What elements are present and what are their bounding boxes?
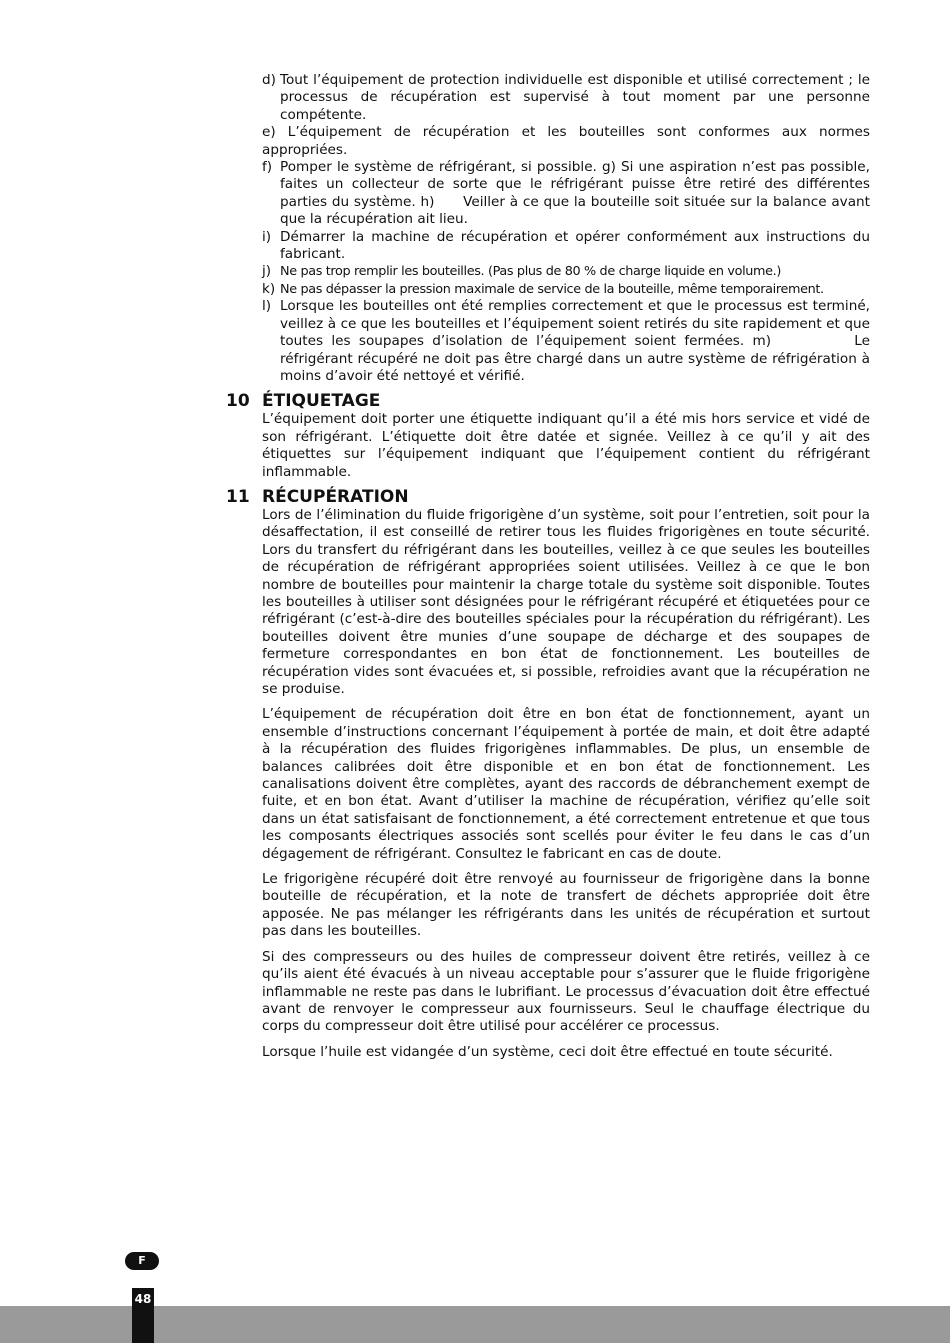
- list-item-text: L’équipement de récupération et les bouteilles sont conformes aux normes appropriées.: [262, 124, 870, 158]
- list-item-label: d): [262, 72, 276, 88]
- list-item-text: Ne pas trop remplir les bouteilles. (Pas plus de 80 % de charge liquide en volume.): [280, 264, 782, 280]
- list-item: [262, 159, 875, 229]
- list-item-label: k): [262, 280, 276, 297]
- section-paragraph: Si des compresseurs ou des huiles de compresseur doivent être retirés, veillez à ce qu’ils aient été évacués à un niveau acceptable pour s’assurer que le fluide frigorigène inflammable ne reste pas dans le lubrifiant. Le processus d’évacuation doit être effectué avant de renvoyer le compresseur aux fournisseurs. Seul le chauffage électrique du corps du compresseur doit être utilisé pour accélérer ce processus.: [262, 948, 870, 1035]
- list-item: [262, 263, 870, 280]
- list-item-label: i): [262, 228, 272, 245]
- list-item: [262, 124, 870, 159]
- section-heading: [226, 487, 870, 507]
- list-item-label: e): [262, 124, 276, 141]
- section-paragraph: Lorsque l’huile est vidangée d’un système, ceci doit être effectué en toute sécurité.: [262, 1043, 833, 1060]
- section-number: 10: [226, 391, 250, 412]
- list-item-text: Démarrer la machine de récupération et opérer conformément aux instructions du fabricant.: [280, 228, 870, 263]
- page-content: [226, 72, 875, 1061]
- list-item: [262, 72, 870, 124]
- list-item-label: l): [262, 298, 272, 315]
- section-paragraph: L’équipement de récupération doit être en bon état de fonctionnement, ayant un ensemble d’instructions concernant l’équipement à portée de main, et doit être adapté à la récupération des fluides frigorigènes inflammables. De plus, un ensemble de balances calibrées doit être disponible et en bon état de fonctionnement. Les canalisations doivent être complètes, ayant des raccords de débranchement exempt de fuite, et en bon état. Avant d’utiliser la machine de récupération, vérifiez qu’elle soit dans un état satisfaisant de fonctionnement, a été correctement entretenue et que tous les composants électriques associés sont scellés pour éviter le feu dans le cas d’un dégagement de réfrigérant. Consultez le fabricant en cas de doute.: [262, 706, 870, 862]
- section-paragraph: Le frigorigène récupéré doit être renvoyé au fournisseur de frigorigène dans la bonne bouteille de récupération, et la note de transfert de déchets appropriée doit être apposée. Ne pas mélanger les réfrigérants dans les unités de récupération et surtout pas dans les bouteilles.: [262, 871, 870, 940]
- list-item-label: j): [262, 263, 272, 280]
- section-title: RÉCUPÉRATION: [262, 486, 409, 507]
- list-item-text: Pomper le système de réfrigérant, si possible. g) Si une aspiration n’est pas possible, faites un collecteur de sorte que le réfrigérant puisse être retiré des différentes parties du système. h) Veiller à ce que la bouteille soit située sur la balance avant que la récupération ait lieu.: [280, 159, 875, 228]
- section-title: ÉTIQUETAGE: [262, 391, 381, 412]
- list-item-text: Lorsque les bouteilles ont été remplies correctement et que le processus est terminé, veillez à ce que les bouteilles et l’équipement soient retirés du site rapidement et que toutes les soupapes d’isolation de l’équipement soient fermées. m) Le réfrigérant récupéré ne doit pas être chargé dans un autre système de réfrigération à moins d’avoir été nettoyé et vérifié.: [280, 298, 875, 384]
- section-paragraph: Lors de l’élimination du fluide frigorigène d’un système, soit pour l’entretien, soit pour la désaffectation, il est conseillé de retirer tous les fluides frigorigènes en toute sécurité. Lors du transfert du réfrigérant dans les bouteilles, veillez à ce que seules les bouteilles de récupération de réfrigérant appropriées soient utilisées. Veillez à ce que le bon nombre de bouteilles pour maintenir la charge totale du système soit disponible. Toutes les bouteilles à utiliser sont désignées pour le réfrigérant récupéré et étiquetées pour ce réfrigérant (c’est-à-dire des bouteilles spéciales pour la récupération du réfrigérant). Les bouteilles doivent être munies d’une soupape de décharge et des soupapes de fermeture correspondantes en bon état de fonctionnement. Les bouteilles de récupération vides sont évacuées et, si possible, refroidies avant que la récupération ne se produise.: [262, 506, 870, 697]
- section-paragraph: L’équipement doit porter une étiquette indiquant qu’il a été mis hors service et vidé de son réfrigérant. L’étiquette doit être datée et signée. Veillez à ce qu’il y ait des étiquettes sur l’équipement indiquant que l’équipement contient du réfrigérant inflammable.: [262, 411, 870, 480]
- list-item: [262, 229, 870, 264]
- list-item-text: Tout l’équipement de protection individuelle est disponible et utilisé correctement ; le processus de récupération est supervisé à tout moment par une personne compétente.: [280, 72, 870, 123]
- list-item: [262, 298, 875, 385]
- list-item-label: f): [262, 159, 273, 176]
- page-number: 48: [134, 1292, 152, 1306]
- list-item: [262, 281, 870, 298]
- list-item-text: Ne pas dépasser la pression maximale de service de la bouteille, même temporairement.: [280, 281, 824, 297]
- language-badge: F: [125, 1252, 159, 1270]
- section-heading: [226, 391, 870, 411]
- section-number: 11: [226, 486, 250, 507]
- recovery-steps-list: [262, 72, 875, 385]
